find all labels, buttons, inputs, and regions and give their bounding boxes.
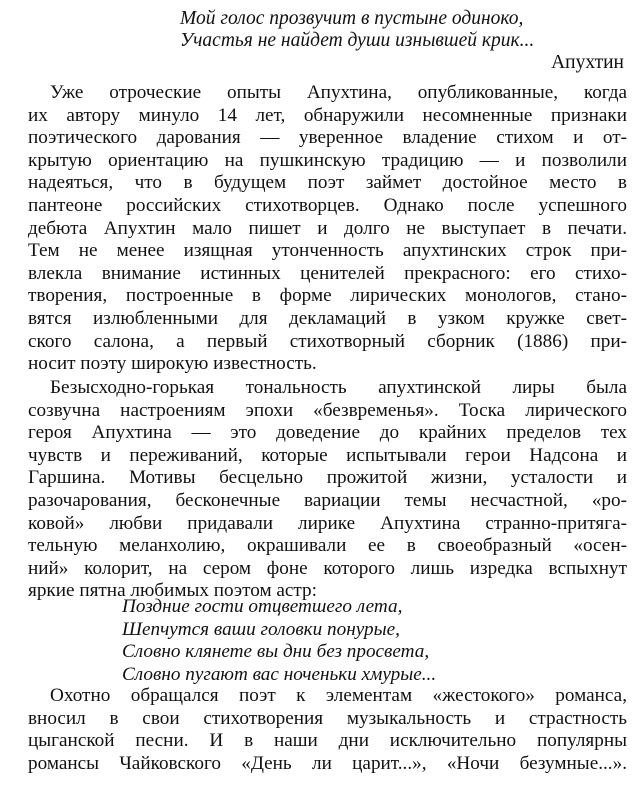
paragraph xyxy=(28,377,627,603)
paragraph-line: разочарования, бесконечные вариации темы несчастной, «ро- xyxy=(28,489,627,511)
paragraph-line: созвучна настроениям эпохи «безвременья». Тоска лирического xyxy=(28,399,627,421)
epigraph xyxy=(180,8,628,74)
paragraph xyxy=(28,82,627,376)
paragraph-line: пантеоне российских стихотворцев. Однако после успешного xyxy=(28,194,627,216)
paragraph-line: надеяться, что в будущем поэт займет достойное место в xyxy=(28,172,627,194)
epigraph-author: Апухтин xyxy=(551,52,624,73)
paragraph-line: тельную меланхолию, окрашивали ее в своеобразный «осен- xyxy=(28,535,627,557)
paragraph-line: героя Апухтина — это доведение до крайних пределов тех xyxy=(28,422,627,444)
paragraph-line: вносил в свои стихотворения музыкальность и страстность xyxy=(28,707,627,729)
verse-line: Словно пугают вас ноченьки хмурые... xyxy=(122,663,437,685)
paragraph-line: крытую ориентацию на пушкинскую традицию — и позволили xyxy=(28,149,627,171)
paragraph-line: ковой» любви придавали лирике Апухтина странно-притяга- xyxy=(28,512,627,534)
verse-quote xyxy=(122,596,542,686)
paragraph-line: романсы Чайковского «День ли царит...», «Ночи безумные...». xyxy=(28,752,627,774)
paragraph-line: чувств и переживаний, которые испытывали герои Надсона и xyxy=(28,444,627,466)
paragraph-line: Безысходно-горькая тональность апухтинской лиры была xyxy=(50,377,627,398)
paragraph-line: поэтического дарования — уверенное владение стихом и от- xyxy=(28,127,627,149)
paragraph xyxy=(28,685,627,775)
paragraph-line: яркие пятна любимых поэтом астр: xyxy=(28,580,317,602)
epigraph-line: Участья не найдет души изнывшей крик... xyxy=(180,30,535,51)
paragraph-line: влекла внимание истинных ценителей прекрасного: его стихо- xyxy=(28,262,627,284)
paragraph-line: дебюта Апухтин мало пишет и долго не выступает в печати. xyxy=(28,217,627,239)
paragraph-line: Охотно обращался поэт к элементам «жестокого» романса, xyxy=(50,685,627,706)
paragraph-line: творения, построенные в форме лирических монологов, стано- xyxy=(28,285,627,307)
paragraph-line: вятся излюбленными для декламаций в узком кружке свет- xyxy=(28,307,627,329)
verse-line: Словно клянете вы дни без просвета, xyxy=(122,641,430,663)
verse-line: Поздние гости отцветшего лета, xyxy=(122,596,403,617)
verse-line: Шепчутся ваши головки понурые, xyxy=(122,618,400,640)
paragraph-line: Тем не менее изящная утонченность апухтинских строк при- xyxy=(28,240,627,262)
epigraph-line: Мой голос прозвучит в пустыне одиноко, xyxy=(180,8,524,29)
paragraph-line: Уже отроческие опыты Апухтина, опубликованные, когда xyxy=(50,82,627,103)
paragraph-line: носит поэту широкую известность. xyxy=(28,353,317,375)
paragraph-line: ний» колорит, на сером фоне которого лишь изредка вспыхнут xyxy=(28,557,627,579)
paragraph-line: Гаршина. Мотивы бесцельно прожитой жизни, усталости и xyxy=(28,467,627,489)
paragraph-line: ского салона, а первый стихотворный сборник (1886) при- xyxy=(28,330,627,352)
paragraph-line: их автору минуло 14 лет, обнаружили несомненные признаки xyxy=(28,104,627,126)
paragraph-line: цыганской песни. И в наши дни исключительно популярны xyxy=(28,730,627,752)
